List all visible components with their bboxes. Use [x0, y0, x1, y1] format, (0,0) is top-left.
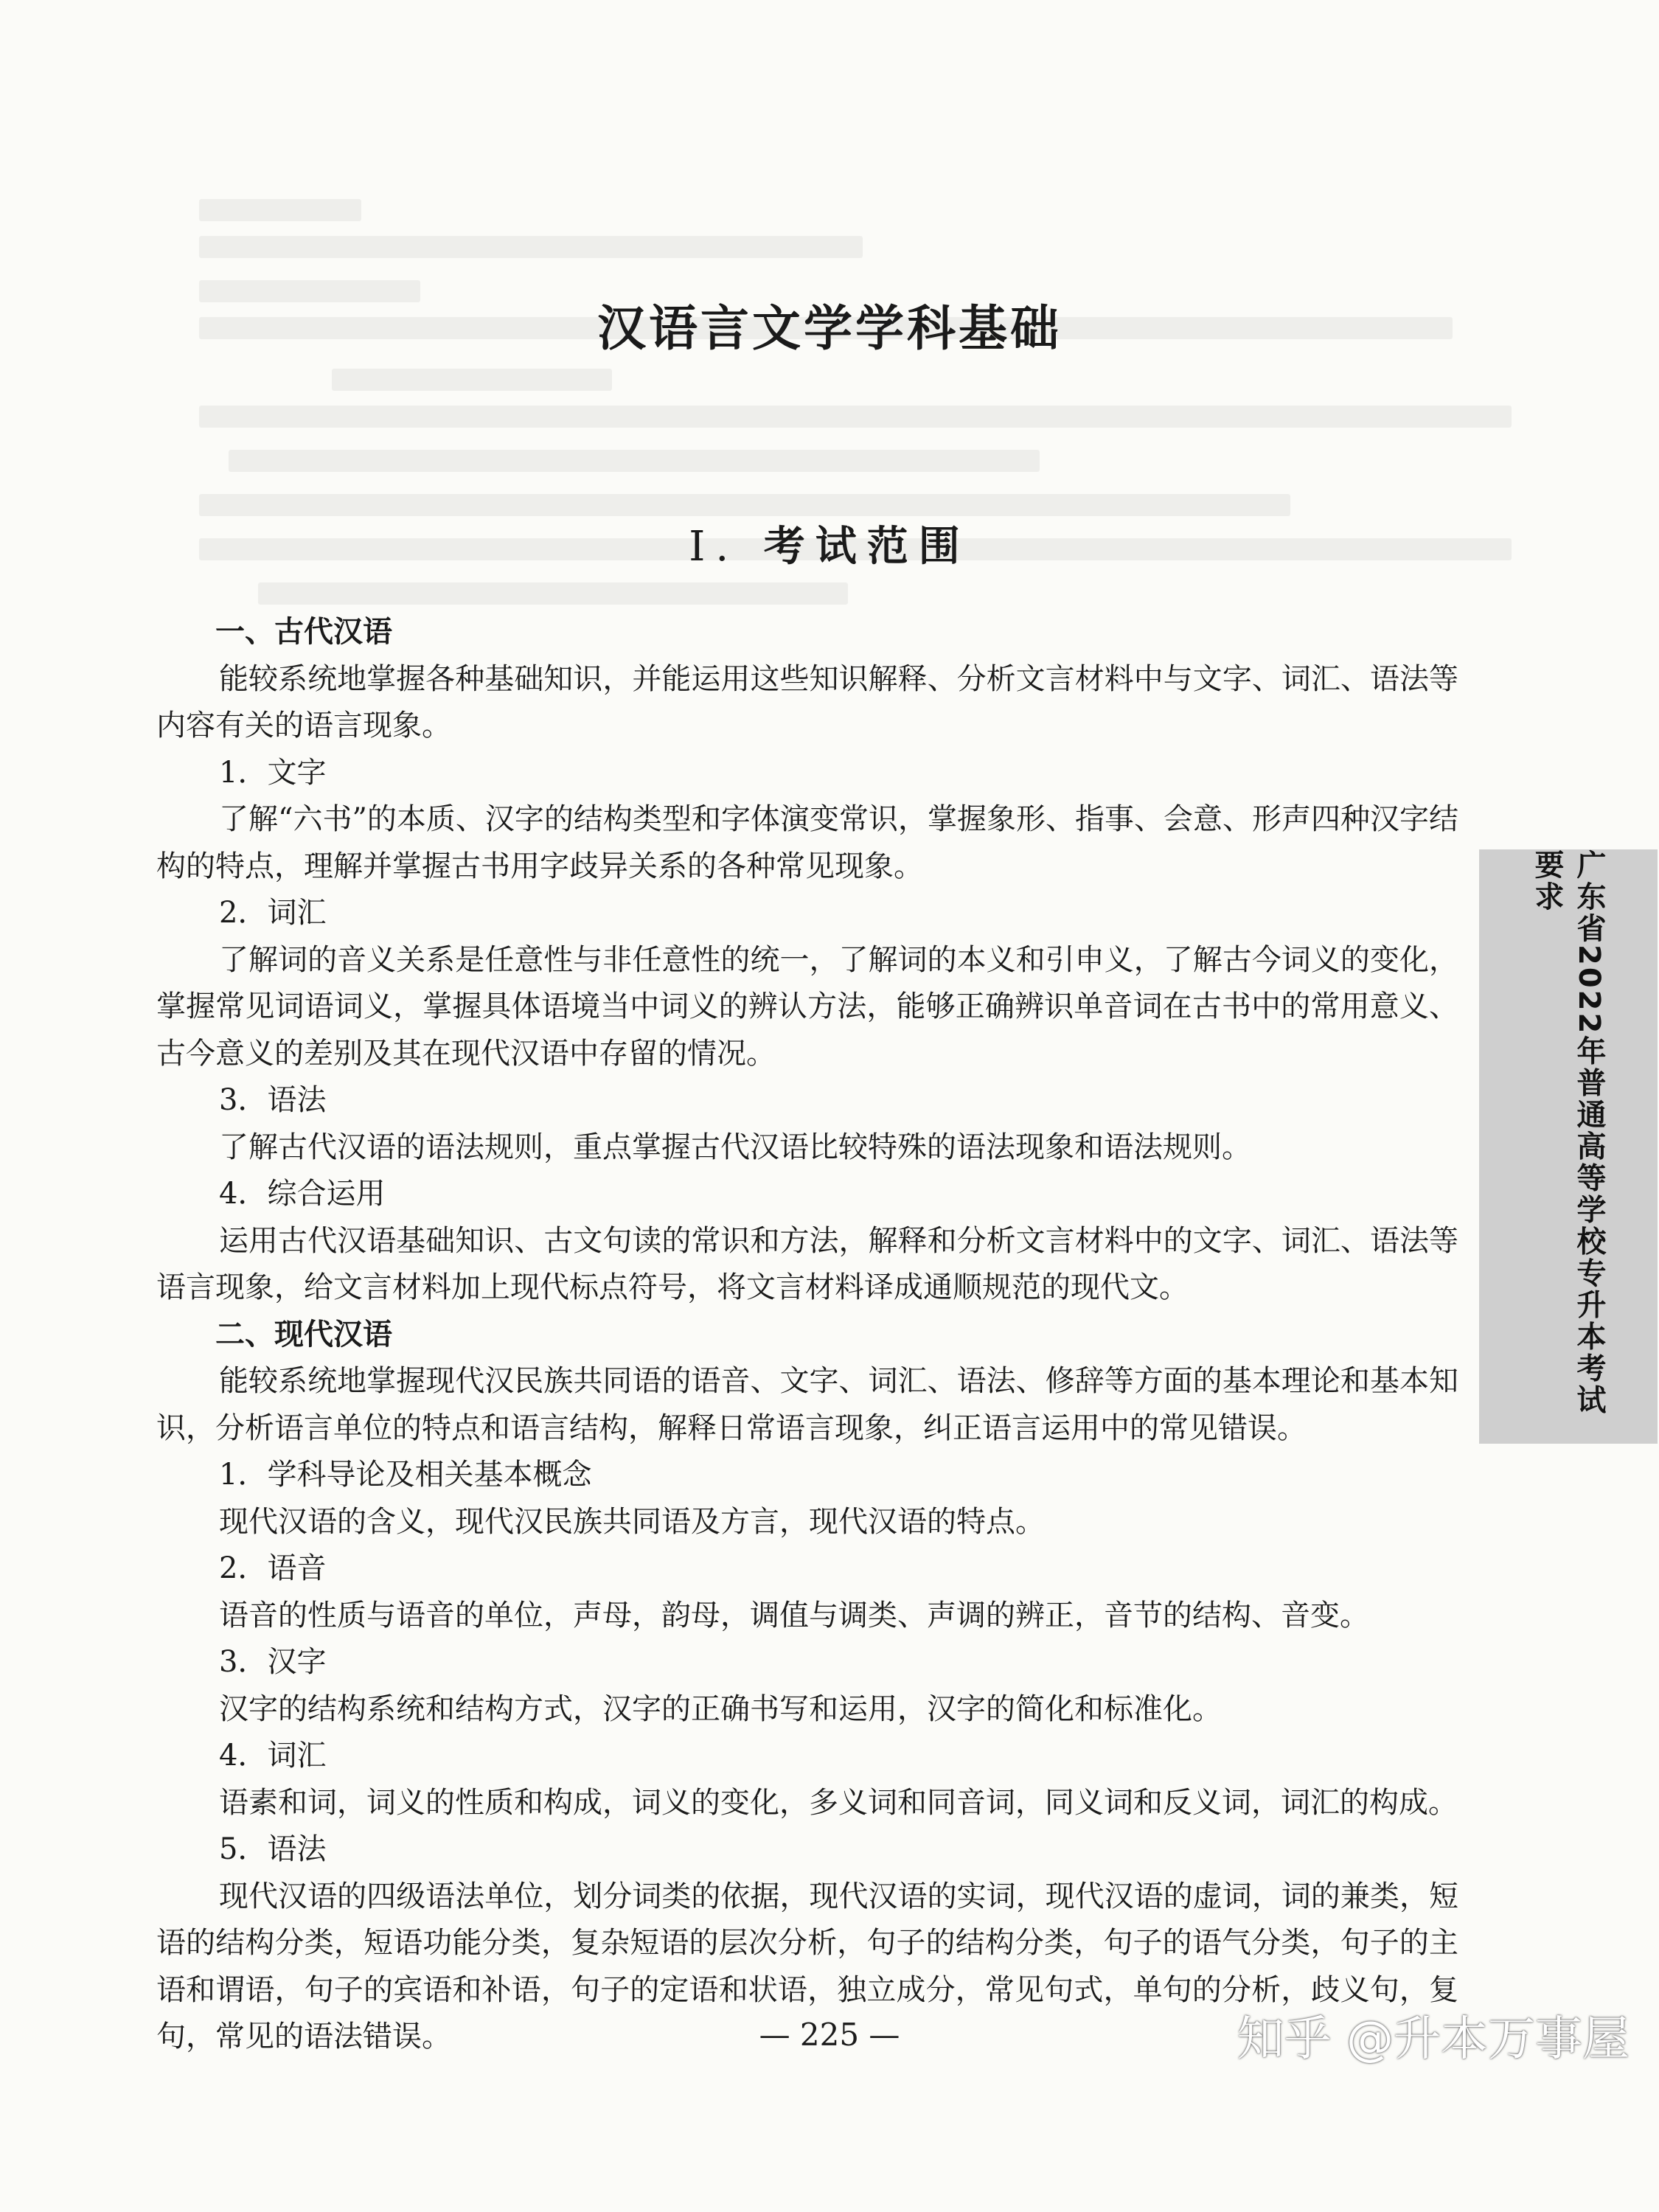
subsection-title: 1．文字 [219, 755, 327, 790]
section-title-text: 考试范围 [763, 522, 970, 571]
part-heading-ancient: 一、古代汉语 [215, 615, 392, 649]
subsection-text: 了解词的音义关系是任意性与非任意性的统一，了解词的本义和引申义，了解古今词义的变化，掌握常见词语词义，掌握具体语境当中词义的辨认方法，能够正确辨识单音词在古书中的常用意义、古今意义的差别及其在现代汉语中存留的情况。 [156, 942, 1458, 1071]
part-intro-ancient: 能较系统地掌握各种基础知识，并能运用这些知识解释、分析文言材料中与文字、词汇、语法等内容有关的语言现象。 [156, 661, 1458, 742]
subsection-text: 现代汉语的含义，现代汉民族共同语及方言，现代汉语的特点。 [219, 1504, 1045, 1539]
side-tab [1479, 849, 1658, 1444]
section-title [0, 514, 1659, 573]
subsection-text: 汉字的结构系统和结构方式，汉字的正确书写和运用，汉字的简化和标准化。 [219, 1691, 1222, 1726]
part-intro-modern: 能较系统地掌握现代汉民族共同语的语音、文字、词汇、语法、修辞等方面的基本理论和基本知识，分析语言单位的特点和语言结构，解释日常语言现象，纠正语言运用中的常见错误。 [156, 1364, 1458, 1445]
subsection-title: 3．汉字 [219, 1645, 327, 1679]
section-number: I. [689, 523, 740, 571]
subsection-text: 了解“六书”的本质、汉字的结构类型和字体演变常识，掌握象形、指事、会意、形声四种汉字结构的特点，理解并掌握古书用字歧异关系的各种常见现象。 [156, 802, 1458, 883]
watermark: 知乎 @升本万事屋 [1237, 2012, 1630, 2067]
subsection-title: 4．综合运用 [219, 1177, 386, 1211]
subsection-title: 3．语法 [219, 1083, 327, 1117]
subsection-text: 了解古代汉语的语法规则，重点掌握古代汉语比较特殊的语法现象和语法规则。 [219, 1130, 1251, 1164]
document-title: 汉语言文学学科基础 [597, 300, 1062, 357]
subsection-text: 现代汉语的四级语法单位，划分词类的依据，现代汉语的实词，现代汉语的虚词，词的兼类，短语的结构分类，短语功能分类，复杂短语的层次分析，句子的结构分类，句子的语气分类，句子的主语和谓语，句子的宾语和补语，句子的定语和状语，独立成分，常见句式，单句的分析，歧义句，复句，常见的语法错误。 [156, 1879, 1458, 2053]
subsection-text: 语素和词，词义的性质和构成，词义的变化，多义词和同音词，同义词和反义词，词汇的构成。 [219, 1785, 1458, 1820]
page-number: — 225 — [759, 2017, 900, 2053]
part-heading-modern: 二、现代汉语 [215, 1317, 392, 1352]
subsection-title: 1．学科导论及相关基本概念 [219, 1458, 592, 1492]
side-tab-label: 广东省2022年普通高等学校专升本考试要求 [1530, 849, 1606, 1416]
subsection-title: 2．语音 [219, 1551, 327, 1585]
subsection-title: 2．词汇 [219, 896, 327, 930]
body-content [156, 609, 1458, 2061]
subsection-text: 运用古代汉语基础知识、古文句读的常识和方法，解释和分析文言材料中的文字、词汇、语法等语言现象，给文言材料加上现代标点符号，将文言材料译成通顺规范的现代文。 [156, 1223, 1458, 1304]
subsection-title: 5．语法 [219, 1832, 327, 1866]
subsection-title: 4．词汇 [219, 1739, 327, 1773]
subsection-text: 语音的性质与语音的单位，声母，韵母，调值与调类、声调的辨正，音节的结构、音变。 [219, 1598, 1369, 1632]
